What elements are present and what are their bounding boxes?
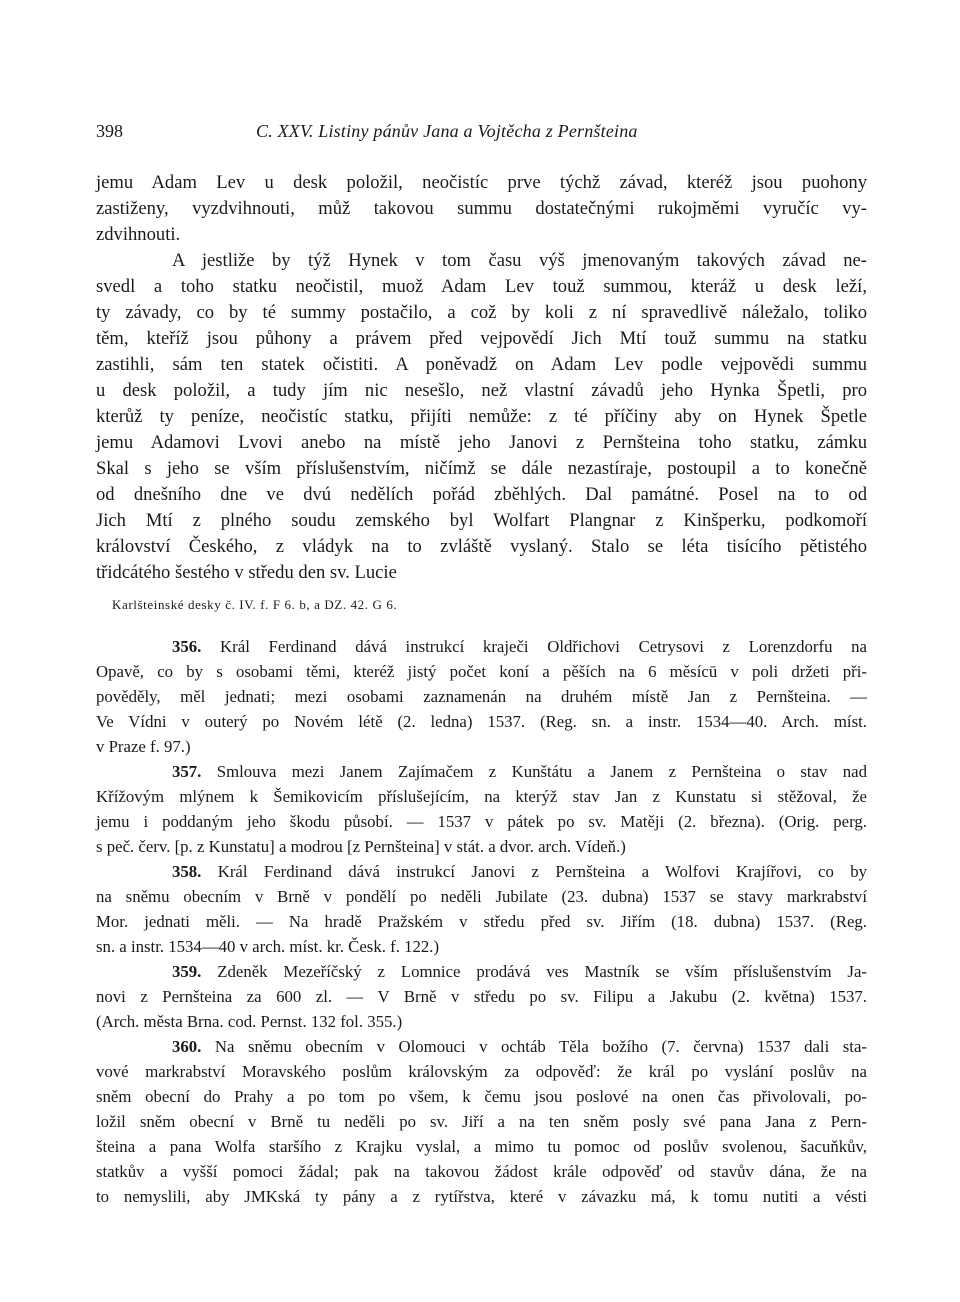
text-line: šteina a pana Wolfa staršího z Krajku vyslal, a mimo tu pomoc od poslův svolenou, šacuňkův, [96,1137,867,1156]
text-line: Skal s jeho se vším příslušenstvím, ničímž se dále nezastíraje, postoupil a to konečně [96,458,867,479]
text-line: od dnešního dne ve dvú nedělích pořád zběhlých. Dal památné. Posel na to od [96,484,867,505]
text-line: Ve Vídni v outerý po Novém létě (2. ledna) 1537. (Reg. sn. a instr. 1534—40. Arch. míst. [96,712,867,731]
text-line: jemu i poddaným jeho škodu působí. — 1537 v pátek po sv. Matěji (2. března). (Orig. perg. [96,812,867,831]
text-line: Jich Mtí z plného soudu zemského byl Wolfart Plangnar z Kinšperku, podkomoří [96,510,867,531]
entry-357-line: 357. Smlouva mezi Janem Zajímačem z Kunštátu a Janem z Pernšteina o stav nad [172,762,867,781]
text-line: Mor. jednati měli. — Na hradě Pražském v středu před sv. Jiřím (18. dubna) 1537. (Reg. [96,912,867,931]
text-line: zdvihnouti. [96,224,181,245]
text-line: Opavě, co by s osobami těmi, kteréž jistý počet koní a pěších na 6 měsícū v poli držeti při- [96,662,867,681]
source-citation: Karlšteinské desky č. IV. f. F 6. b, a DZ. 42. G 6. [112,597,398,612]
text-line: třidcátého šestého v středu den sv. Lucie [96,562,397,583]
text-line: vové markrabství Moravského poslům královským za odpověď: že král po vyslání poslův na [96,1062,867,1081]
text-line: svedl a toho statku neočistil, muož Adam Lev touž summou, kteráž u desk leží, [96,276,867,297]
entry-360-line: 360. Na sněmu obecním v Olomouci v ochtáb Těla božího (7. června) 1537 dali sta- [172,1037,867,1056]
text-line: kterůž ty peníze, neočistíc statku, přijíti nemůže: z té příčiny aby on Hynek Špetle [96,406,867,427]
text-line: A jestliže by týž Hynek v tom času výš jmenovaným takových závad ne- [172,250,867,271]
text-line: v Praze f. 97.) [96,737,191,756]
text-line: pověděly, měl jednati; mezi osobami zaznamenán na druhém místě Jan z Pernšteina. — [96,687,867,706]
text-line: zastiženy, vyzdvihnouti, můž takovou summu dostatečnými rukojměmi vyručíc vy- [96,198,867,219]
entry-356-line: 356. Král Ferdinand dává instrukcí kraječi Oldřichovi Cetrysovi z Lorenzdorfu na [172,637,867,656]
text-line: jemu Adamovi Lvovi anebo na místě jeho Janovi z Pernšteina toho statku, zámku [96,432,867,453]
text-line: u desk položil, a tudy jím nic nesešlo, než vlastní závadů jeho Hynka Špetli, pro [96,380,867,401]
text-line: statkův a vyšší pomoci žádal; pak na takovou žádost krále odpověď od stavův dána, že na [96,1162,867,1181]
text-line: na sněmu obecním v Brně v pondělí po neděli Jubilate (23. dubna) 1537 se stavy markrabství [96,887,867,906]
text-line: sněm obecní do Prahy a po tom po všem, k čemu jsou poslové na onen čas přivolovali, po- [96,1087,867,1106]
text-line: Křížovým mlýnem k Šemikovicím příslušejícím, na kterýž stav Jan z Kunstatu si stěžoval, že [96,787,867,806]
text-line: sn. a instr. 1534—40 v arch. míst. kr. Česk. f. 122.) [96,937,440,956]
text-line: ty závady, co by té summy postačilo, a což by koli z ní spravedlivě náležalo, toliko [96,302,867,323]
text-line: jemu Adam Lev u desk položil, neočistíc prve týchž závad, kteréž jsou puohony [96,172,867,193]
text-line: s peč. červ. [p. z Kunstatu] a modrou [z Pernšteina] v stát. a dvor. arch. Vídeň.) [96,837,626,856]
running-header [96,121,867,145]
text-line: zastihli, sám ten statek očistiti. A poněvadž on Adam Lev podle vejpovědi summu [96,354,867,375]
text-line: ložil sněm obecní v Brně tu neděli po sv. Jiří a na ten sněm posly své pana Jana z Pern- [96,1112,867,1131]
running-title: C. XXV. Listiny pánův Jana a Vojtěcha z Pernšteina [256,121,638,141]
page-number: 398 [96,121,123,141]
text-line: to nemyslili, aby JMKská ty pány a z rytířstva, které v závazku má, k tomu nutiti a vésti [96,1187,867,1206]
text-line: těm, kteříž jsou půhony a právem před vejpovědí Jich Mtí touž summu na statku [96,328,867,349]
entry-358-line: 358. Král Ferdinand dává instrukcí Janovi z Pernšteina a Wolfovi Krajířovi, co by [172,862,867,881]
entry-359-line: 359. Zdeněk Mezeříčský z Lomnice prodává ves Mastník se vším příslušenstvím Ja- [172,962,867,981]
text-line: (Arch. města Brna. cod. Pernst. 132 fol. 355.) [96,1012,403,1031]
text-line: novi z Pernšteina za 600 zl. — V Brně v středu po sv. Filipu a Jakubu (2. května) 1537. [96,987,867,1006]
text-line: království Českého, z vládyk na to zvláště vyslaný. Stalo se léta tisícího pětistého [96,536,867,557]
